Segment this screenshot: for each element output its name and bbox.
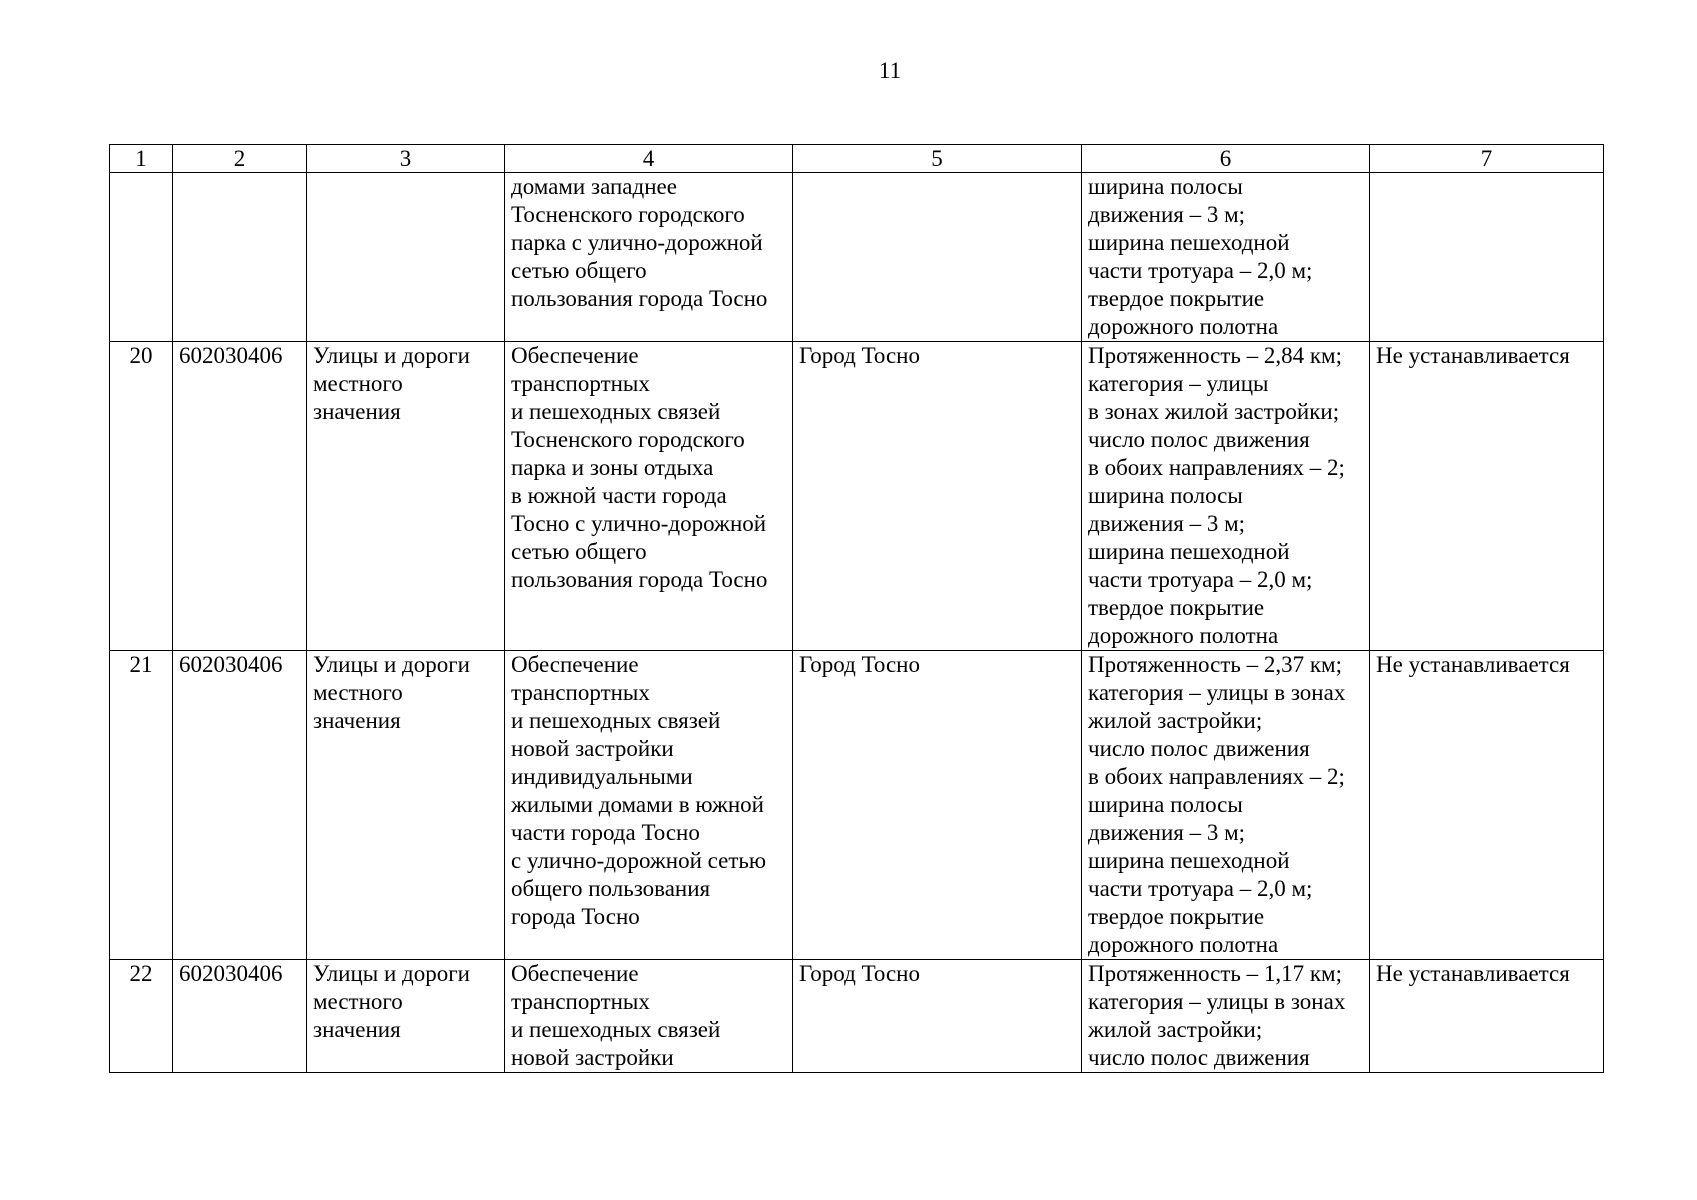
object-location: Город Тосно xyxy=(793,960,1082,1073)
object-zone: Не устанавливается xyxy=(1370,960,1604,1073)
objects-table xyxy=(109,144,1604,1073)
object-code: 602030406 xyxy=(173,651,307,960)
row-number: 22 xyxy=(110,960,173,1073)
object-zone: Не устанавливается xyxy=(1370,651,1604,960)
object-purpose: Обеспечение транспортных и пешеходных связей новой застройки индивидуальными жилыми домами в южной части города Тосно с улично-дорожной сетью общего пользования города Тосно xyxy=(505,651,793,960)
object-characteristics: Протяженность – 2,37 км; категория – улицы в зонах жилой застройки; число полос движения в обоих направлениях – 2; ширина полосы движения – 3 м; ширина пешеходной части тротуара – 2,0 м; твердое покрытие дорожного полотна xyxy=(1082,651,1370,960)
object-location: Город Тосно xyxy=(793,651,1082,960)
column-header: 7 xyxy=(1370,145,1604,173)
object-location: Город Тосно xyxy=(793,342,1082,651)
object-zone: Не устанавливается xyxy=(1370,342,1604,651)
page-number: 11 xyxy=(878,58,902,83)
object-code: 602030406 xyxy=(173,960,307,1073)
column-header: 3 xyxy=(307,145,505,173)
table-row xyxy=(110,651,1604,960)
object-name xyxy=(307,173,505,342)
column-header: 2 xyxy=(173,145,307,173)
object-name: Улицы и дороги местного значения xyxy=(307,651,505,960)
object-purpose: Обеспечение транспортных и пешеходных связей новой застройки xyxy=(505,960,793,1073)
object-name: Улицы и дороги местного значения xyxy=(307,960,505,1073)
column-header: 4 xyxy=(505,145,793,173)
column-header: 6 xyxy=(1082,145,1370,173)
column-header: 1 xyxy=(110,145,173,173)
object-purpose: Обеспечение транспортных и пешеходных связей Тосненского городского парка и зоны отдыха в южной части города Тосно с улично-дорожной сетью общего пользования города Тосно xyxy=(505,342,793,651)
row-number xyxy=(110,173,173,342)
table-header-row xyxy=(110,145,1604,173)
table-row xyxy=(110,173,1604,342)
object-code: 602030406 xyxy=(173,342,307,651)
object-name: Улицы и дороги местного значения xyxy=(307,342,505,651)
column-header: 5 xyxy=(793,145,1082,173)
row-number: 20 xyxy=(110,342,173,651)
table-row xyxy=(110,960,1604,1073)
object-purpose: домами западнее Тосненского городского парка с улично-дорожной сетью общего пользования города Тосно xyxy=(505,173,793,342)
object-characteristics: ширина полосы движения – 3 м; ширина пешеходной части тротуара – 2,0 м; твердое покрытие дорожного полотна xyxy=(1082,173,1370,342)
object-code xyxy=(173,173,307,342)
object-characteristics: Протяженность – 2,84 км; категория – улицы в зонах жилой застройки; число полос движения в обоих направлениях – 2; ширина полосы движения – 3 м; ширина пешеходной части тротуара – 2,0 м; твердое покрытие дорожного полотна xyxy=(1082,342,1370,651)
object-location xyxy=(793,173,1082,342)
table-row xyxy=(110,342,1604,651)
object-zone xyxy=(1370,173,1604,342)
row-number: 21 xyxy=(110,651,173,960)
object-characteristics: Протяженность – 1,17 км; категория – улицы в зонах жилой застройки; число полос движения xyxy=(1082,960,1370,1073)
